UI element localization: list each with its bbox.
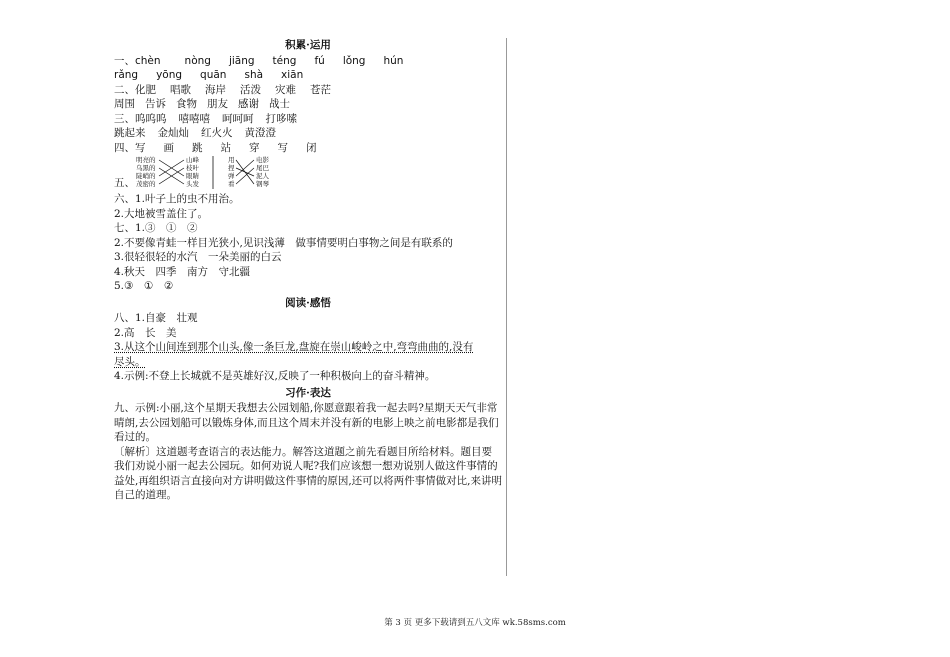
word-item: 告诉 xyxy=(145,98,166,110)
q1-row1 xyxy=(114,54,502,69)
pinyin-item: quān xyxy=(200,69,227,81)
word-item: 写 xyxy=(135,141,146,154)
q9-answer: 九、示例:小丽,这个星期天我想去公园划船,你愿意跟着我一起去吗?星期天天气非常晴朗,去公园划船可以锻炼身体,而且这个周末并没有新的电影上映之前电影都是我们看过的。 xyxy=(114,402,499,443)
word-item: 站 xyxy=(220,141,231,154)
q7-line5: 5.③ ① ② xyxy=(114,280,174,292)
q8-line4: 4.示例:不登上长城就不是英雄好汉,反映了一种积极向上的奋斗精神。 xyxy=(114,370,436,382)
q1-row2 xyxy=(114,68,502,83)
q8-line1: 八、1.自豪 壮观 xyxy=(114,312,198,324)
q3-row2 xyxy=(114,126,502,141)
q5-matching xyxy=(114,156,502,190)
pinyin-item: hún xyxy=(383,54,404,67)
word-item: 食物 xyxy=(176,98,197,110)
word-item: 闭 xyxy=(306,141,317,154)
word-item: 灾难 xyxy=(275,83,296,96)
match-left-target: 眼睛 xyxy=(186,172,199,180)
q5-prefix: 五、 xyxy=(114,177,135,189)
q4-prefix: 四、 xyxy=(114,141,135,154)
q7-line4: 4.秋天 四季 南方 守北疆 xyxy=(114,265,251,278)
q1-prefix: 一、 xyxy=(114,54,135,67)
word-item: 画 xyxy=(163,141,174,154)
q2-prefix: 二、 xyxy=(114,83,135,96)
q3-row1 xyxy=(114,112,502,127)
pinyin-item: nòng xyxy=(184,54,211,67)
q8-line3: 3.从这个山间连到那个山头,像一条巨龙,盘旋在崇山峻岭之中,弯弯曲曲的,没有 xyxy=(114,341,474,353)
word-item: 呵呵呵 xyxy=(222,112,254,125)
word-item: 穿 xyxy=(249,141,260,154)
match-right-target: 电影 xyxy=(256,156,269,164)
word-item: 红火火 xyxy=(201,127,233,139)
word-item: 金灿灿 xyxy=(157,127,189,139)
word-item: 嘻嘻嘻 xyxy=(178,112,210,125)
pinyin-item: shà xyxy=(244,69,264,81)
word-item: 化肥 xyxy=(135,83,156,96)
match-right-word: 看 xyxy=(228,180,235,188)
pinyin-item: lǒng xyxy=(342,54,366,67)
match-left-target: 山峰 xyxy=(186,156,199,164)
match-left-word: 明亮的 xyxy=(136,156,156,164)
answer-column xyxy=(114,36,502,503)
q6-line1: 六、1.叶子上的虫不用治。 xyxy=(114,193,240,205)
word-item: 呜呜呜 xyxy=(135,112,167,125)
q6-line2: 2.大地被雪盖住了。 xyxy=(114,207,209,220)
word-item: 苍茫 xyxy=(310,83,331,96)
q8-line2: 2.高 长 美 xyxy=(114,326,177,339)
pinyin-item: téng xyxy=(272,54,297,67)
match-right-word: 捏 xyxy=(228,164,235,172)
section-title-writing: 习作·表达 xyxy=(285,386,331,399)
column-divider xyxy=(506,38,507,576)
pinyin-item: jiāng xyxy=(228,54,255,67)
word-item: 跳起来 xyxy=(114,127,146,139)
match-left-word: 陡峭的 xyxy=(136,172,156,180)
q3-prefix: 三、 xyxy=(114,112,135,125)
match-left-word: 茂密的 xyxy=(136,180,156,188)
q7-line3: 3.很轻很轻的水汽 一朵美丽的白云 xyxy=(114,251,282,263)
word-item: 跳 xyxy=(192,141,203,154)
page-footer: 第 3 页 更多下载请到五八文库 wk.58sms.com xyxy=(384,618,566,628)
match-left-target: 头发 xyxy=(186,180,199,188)
match-lines-right xyxy=(236,160,254,184)
pinyin-item: chèn xyxy=(135,54,161,67)
word-item: 感谢 xyxy=(238,98,259,110)
word-item: 活泼 xyxy=(240,83,261,96)
q9-analysis xyxy=(114,445,502,503)
word-item: 黄澄澄 xyxy=(244,127,276,139)
pinyin-item: rǎng xyxy=(114,69,139,81)
word-item: 朋友 xyxy=(207,98,228,110)
match-lines-left xyxy=(159,160,184,184)
word-item: 唱歌 xyxy=(170,83,191,96)
q2-row1 xyxy=(114,83,502,98)
word-item: 写 xyxy=(277,141,288,154)
pinyin-item: fú xyxy=(314,54,325,67)
q4-row xyxy=(114,141,502,156)
pinyin-item: yōng xyxy=(156,69,183,81)
analysis-text: 这道题考查语言的表达能力。解答这道题之前先看题目所给材料。题目要我们劝说小丽一起去公园玩。如何劝说人呢?我们应该想一想劝说别人做这件事情的益处,再组织语言直接向对方讲明做这件事情的原因,还可以将两件事情做对比,来讲明自己的道理。 xyxy=(114,445,503,501)
match-right-word: 用 xyxy=(228,156,235,164)
match-left-word: 乌黑的 xyxy=(136,164,156,172)
word-item: 战士 xyxy=(269,98,290,110)
pinyin-item: xiān xyxy=(281,69,304,81)
matching-diagram xyxy=(114,156,284,190)
word-item: 周围 xyxy=(114,98,135,110)
q7-line1: 七、1.③ ① ② xyxy=(114,222,198,234)
analysis-label: 〔解析〕 xyxy=(114,445,156,458)
q8-line3-cont: 尽头。 xyxy=(114,355,146,368)
word-item: 打哆嗦 xyxy=(265,112,297,125)
q7-line2: 2.不要像青蛙一样目光狭小,见识浅薄 做事情要明白事物之间是有联系的 xyxy=(114,236,453,249)
match-right-target: 泥人 xyxy=(256,172,269,180)
q2-row2 xyxy=(114,97,502,112)
match-left-target: 枝叶 xyxy=(186,164,199,172)
match-right-target: 钢琴 xyxy=(256,180,269,188)
section-title-reading: 阅读·感悟 xyxy=(285,296,331,309)
section-title-accumulation: 积累·运用 xyxy=(285,39,331,51)
match-right-target: 尾巴 xyxy=(256,164,269,172)
match-right-word: 弹 xyxy=(228,172,235,180)
word-item: 海岸 xyxy=(205,83,226,96)
